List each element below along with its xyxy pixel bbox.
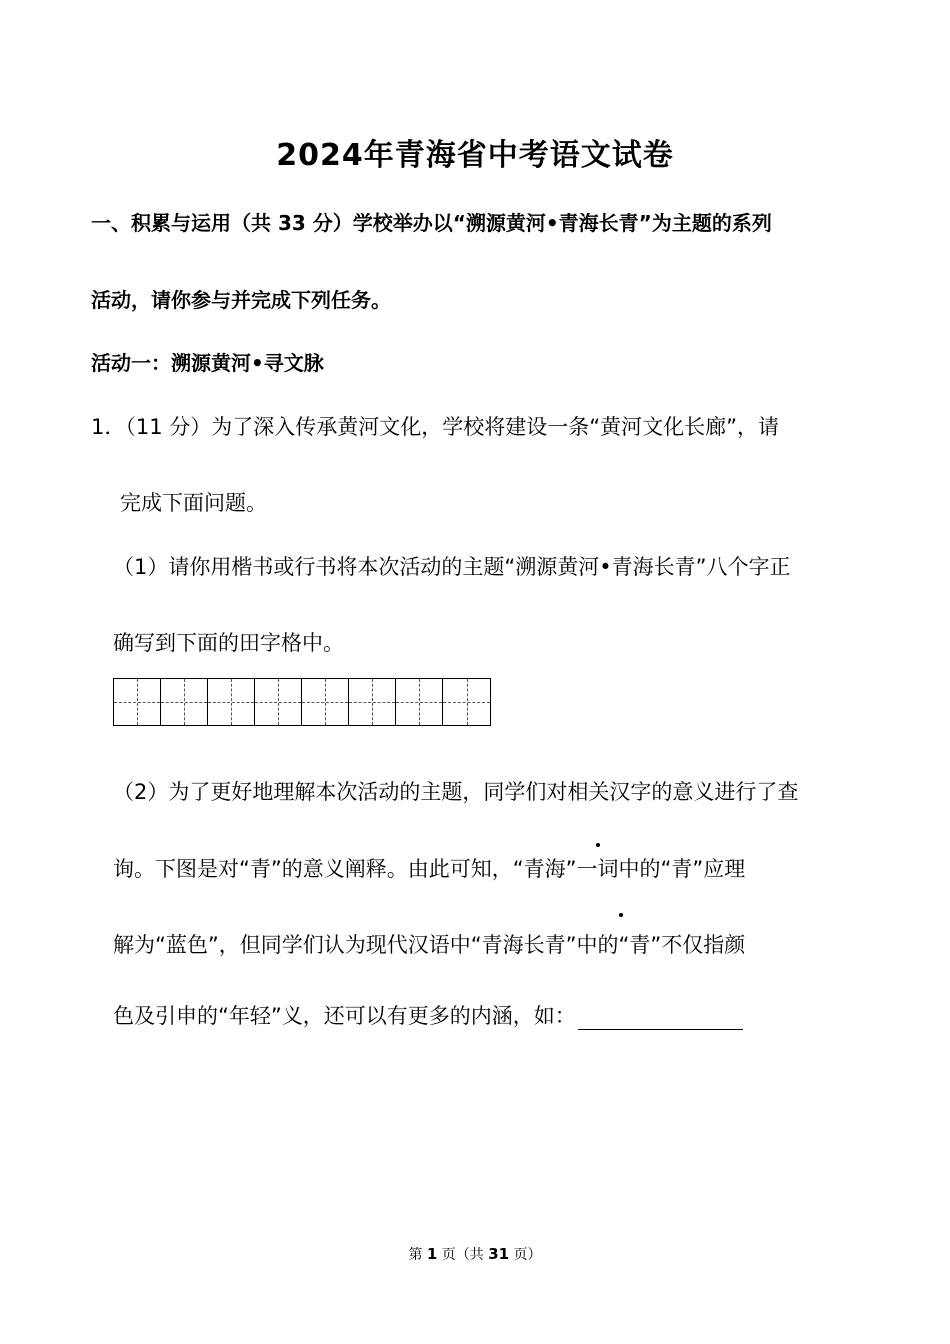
grid-cell[interactable] [349,679,396,725]
grid-cell[interactable] [396,679,443,725]
subquestion-2-line-4-text: 色及引申的“年轻”义，还可以有更多的内涵，如： [113,1004,576,1028]
footer-total-pages: 31 [488,1245,510,1263]
subquestion-1-line-2: 确写到下面的田字格中。 [113,631,344,655]
subquestion-2-line-3: 解为“蓝色”，但同学们认为现代汉语中“青海长青”中的“青”不仅指颜 [113,933,746,957]
subquestion-2-line-4 [113,1000,743,1030]
page-footer [0,1244,950,1264]
activity-heading: 活动一：溯源黄河•寻文脉 [91,351,324,375]
grid-cell[interactable] [443,679,490,725]
grid-cell[interactable] [161,679,208,725]
section-heading-line-1: 一、积累与运用（共 33 分）学校举办以“溯源黄河•青海长青”为主题的系列 [91,211,772,235]
section-heading-line-2: 活动，请你参与并完成下列任务。 [91,288,391,312]
subquestion-1-line-1: （1）请你用楷书或行书将本次活动的主题“溯源黄河•青海长青”八个字正 [113,555,791,579]
subquestion-2-line-1: （2）为了更好地理解本次活动的主题，同学们对相关汉字的意义进行了查 [113,780,799,804]
grid-cell[interactable] [114,679,161,725]
question-1-line-1: 1．（11 分）为了深入传承黄河文化，学校将建设一条“黄河文化长廊”，请 [91,415,780,439]
emphasis-dot [596,843,600,847]
grid-cell[interactable] [255,679,302,725]
subquestion-2-line-2: 询。下图是对“青”的意义阐释。由此可知，“青海”一词中的“青”应理 [113,857,746,881]
footer-page-number: 1 [426,1245,438,1263]
tianzige-grid[interactable] [113,678,491,726]
emphasis-dot [619,913,623,917]
question-1-line-2: 完成下面问题。 [120,491,267,515]
answer-blank[interactable] [578,1007,743,1030]
footer-prefix: 第 [408,1247,427,1263]
footer-suffix: 页） [509,1247,542,1263]
footer-middle: 页（共 [437,1247,489,1263]
page-title: 2024年青海省中考语文试卷 [276,138,674,173]
grid-cell[interactable] [208,679,255,725]
grid-cell[interactable] [302,679,349,725]
